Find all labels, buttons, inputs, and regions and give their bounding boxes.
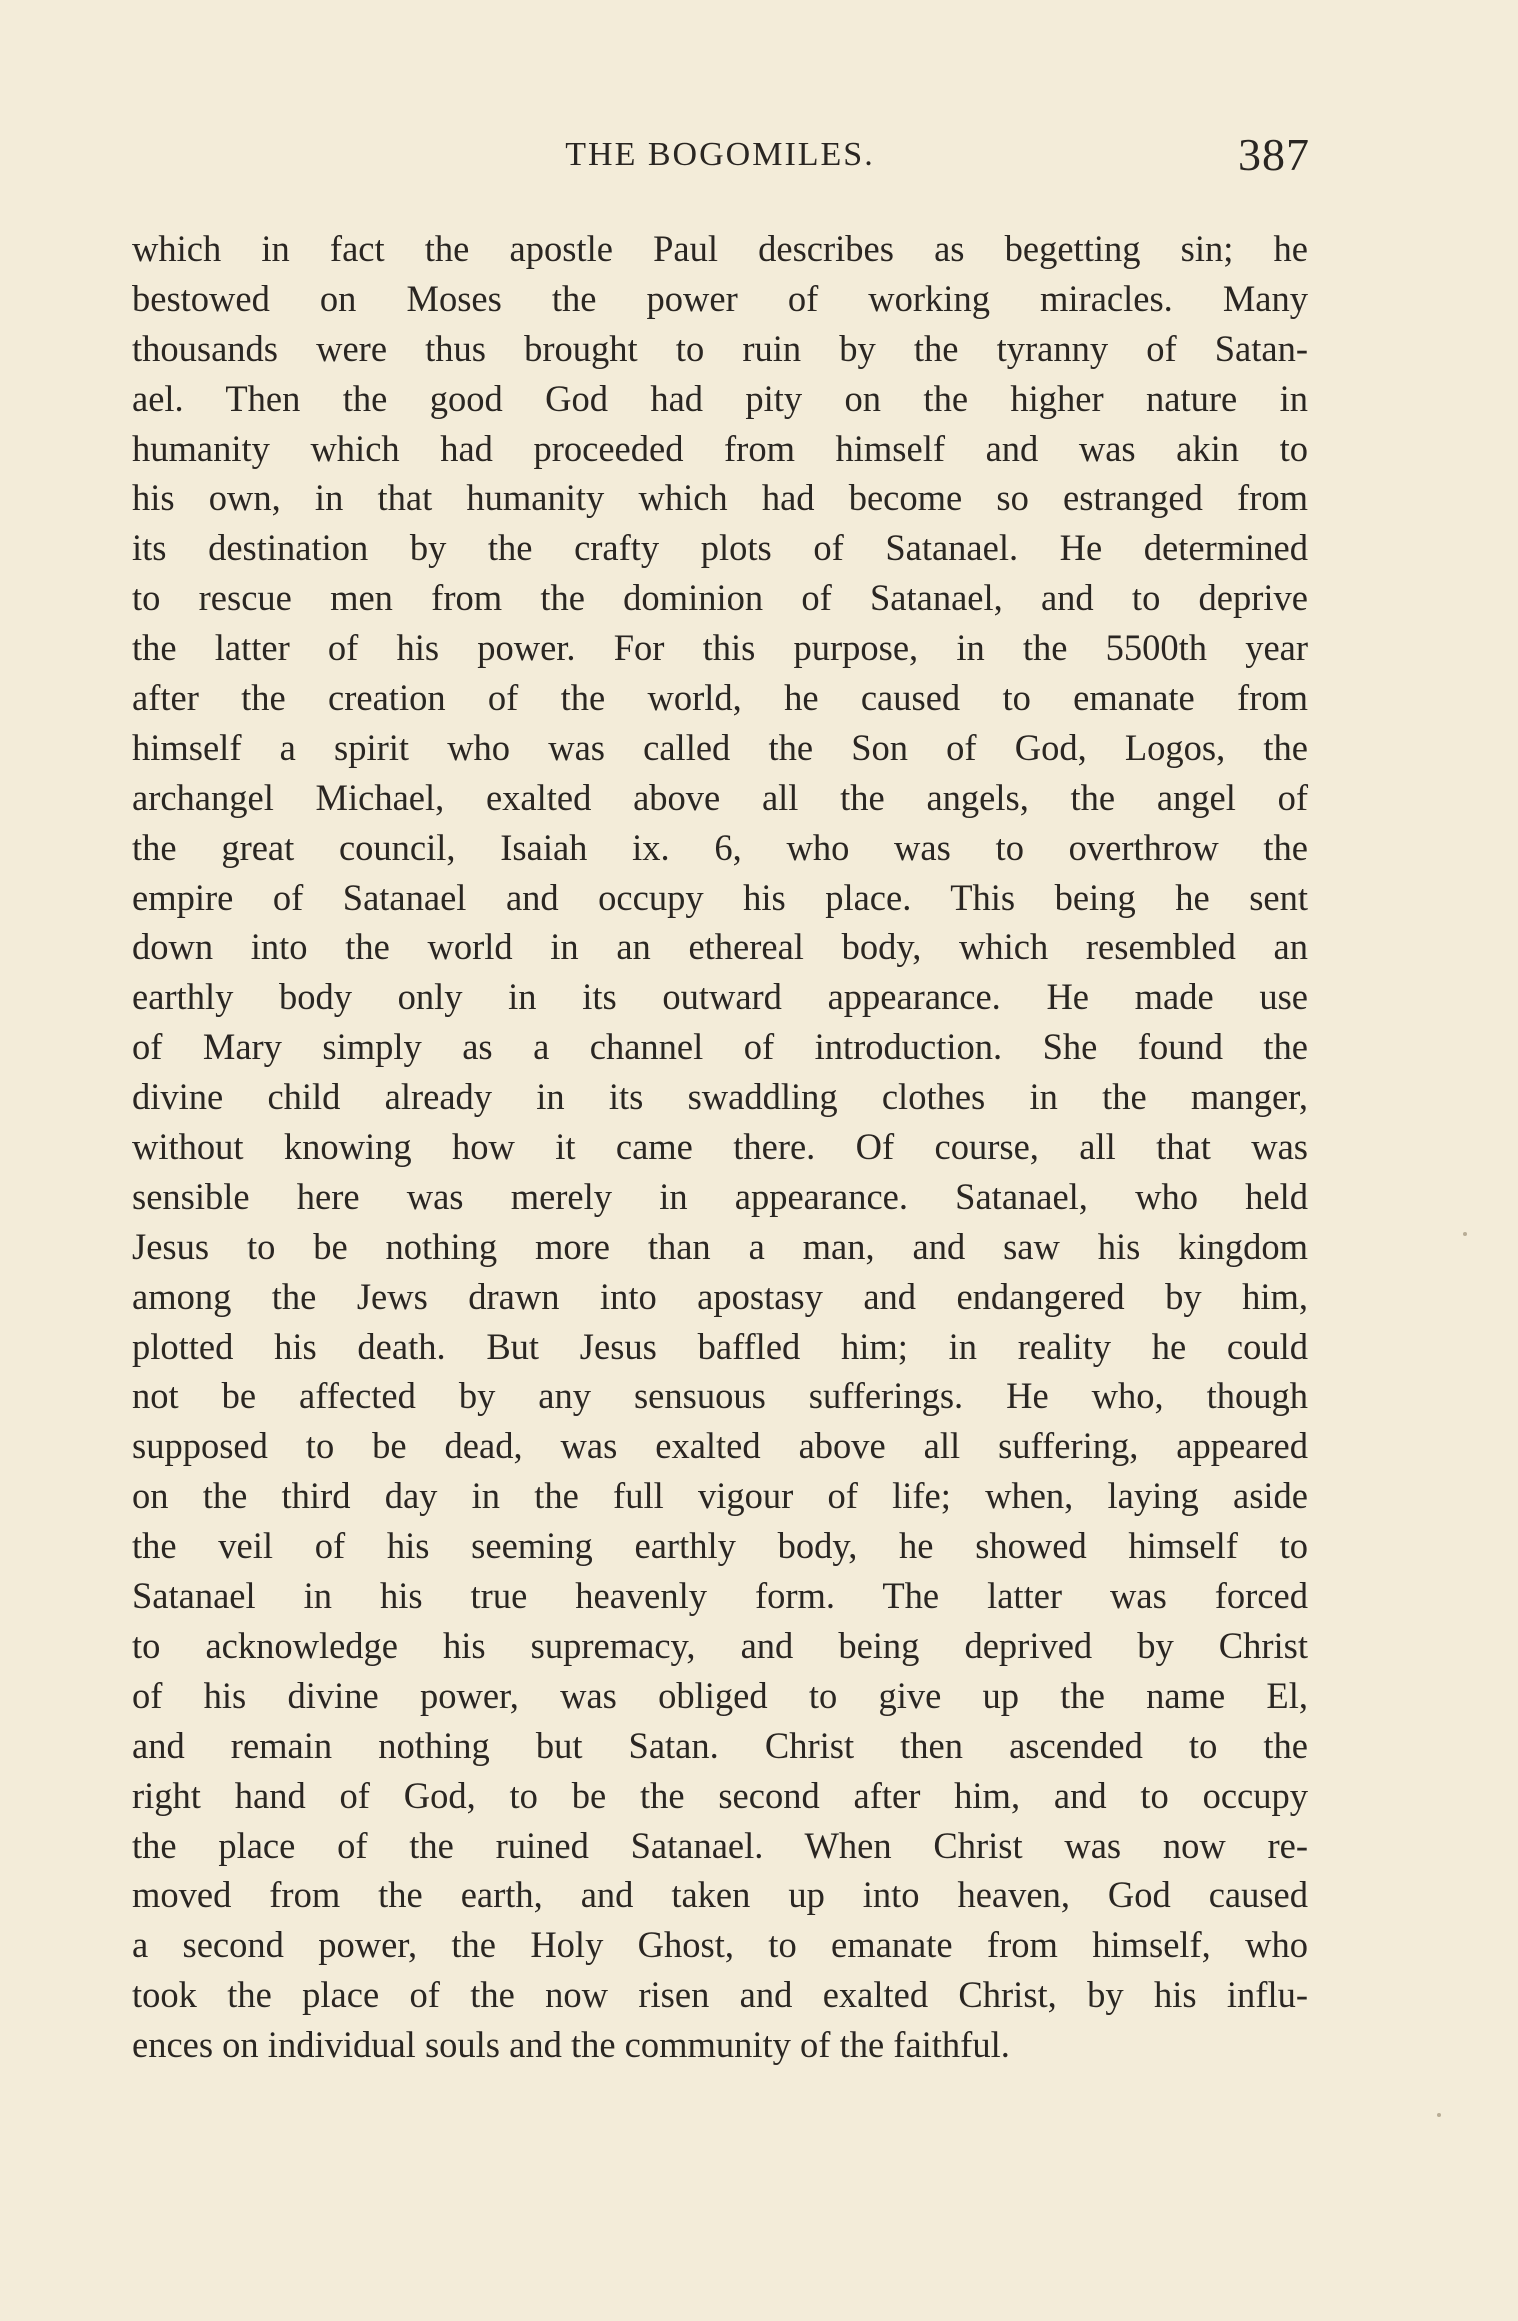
text-line: down into the world in an ethereal body, which resembled an xyxy=(132,926,1308,968)
text-line: to rescue men from the dominion of Satanael, and to deprive xyxy=(132,577,1308,619)
text-line: among the Jews drawn into apostasy and endangered by him, xyxy=(132,1275,1308,1317)
text-line: earthly body only in its outward appearance. He made use xyxy=(132,976,1308,1018)
text-line: to acknowledge his supremacy, and being deprived by Christ xyxy=(132,1624,1308,1666)
text-line: its destination by the crafty plots of Satanael. He determined xyxy=(132,527,1308,569)
text-line: Satanael in his true heavenly form. The latter was forced xyxy=(132,1575,1308,1617)
text-line: bestowed on Moses the power of working miracles. Many xyxy=(132,277,1308,319)
paper-speck xyxy=(1437,2113,1441,2117)
text-line: and remain nothing but Satan. Christ then ascended to the xyxy=(132,1724,1308,1766)
text-line: without knowing how it came there. Of course, all that was xyxy=(132,1126,1308,1168)
paper-speck xyxy=(1463,1232,1467,1236)
text-line: moved from the earth, and taken up into heaven, God caused xyxy=(132,1874,1308,1916)
text-line: himself a spirit who was called the Son of God, Logos, the xyxy=(132,726,1308,768)
text-line: humanity which had proceeded from himself and was akin to xyxy=(132,427,1308,469)
text-line: thousands were thus brought to ruin by the tyranny of Satan- xyxy=(132,327,1308,369)
text-line: the veil of his seeming earthly body, he showed himself to xyxy=(132,1525,1308,1567)
body-text xyxy=(132,224,1308,2070)
text-line: supposed to be dead, was exalted above all suffering, appeared xyxy=(132,1425,1308,1467)
text-line: divine child already in its swaddling clothes in the manger, xyxy=(132,1076,1308,1118)
page-number: 387 xyxy=(1238,129,1310,180)
text-line: a second power, the Holy Ghost, to emanate from himself, who xyxy=(132,1924,1308,1966)
text-line: which in fact the apostle Paul describes as begetting sin; he xyxy=(132,228,1308,269)
text-line: the great council, Isaiah ix. 6, who was to overthrow the xyxy=(132,826,1308,868)
running-head xyxy=(130,128,1310,188)
text-line: right hand of God, to be the second after him, and to occupy xyxy=(132,1774,1308,1816)
text-line: the latter of his power. For this purpose, in the 5500th year xyxy=(132,627,1308,669)
text-line: ences on individual souls and the community of the faithful. xyxy=(132,2024,1010,2066)
text-line: of Mary simply as a channel of introduction. She found the xyxy=(132,1026,1308,1068)
text-line: his own, in that humanity which had become so estranged from xyxy=(132,477,1308,519)
text-line: empire of Satanael and occupy his place. This being he sent xyxy=(132,876,1308,918)
text-line: archangel Michael, exalted above all the angels, the angel of xyxy=(132,776,1308,818)
text-line: on the third day in the full vigour of life; when, laying aside xyxy=(132,1475,1308,1517)
running-title: THE BOGOMILES. xyxy=(565,136,875,173)
text-line: plotted his death. But Jesus baffled him; in reality he could xyxy=(132,1325,1308,1367)
text-line: Jesus to be nothing more than a man, and saw his kingdom xyxy=(132,1225,1308,1267)
text-line: took the place of the now risen and exalted Christ, by his influ- xyxy=(132,1974,1308,2016)
text-line: the place of the ruined Satanael. When Christ was now re- xyxy=(132,1824,1308,1866)
text-line: after the creation of the world, he caused to emanate from xyxy=(132,677,1308,719)
text-line: sensible here was merely in appearance. Satanael, who held xyxy=(132,1175,1308,1217)
text-line: not be affected by any sensuous sufferings. He who, though xyxy=(132,1375,1308,1417)
text-line: of his divine power, was obliged to give up the name El, xyxy=(132,1674,1308,1716)
text-line: ael. Then the good God had pity on the higher nature in xyxy=(132,377,1308,419)
